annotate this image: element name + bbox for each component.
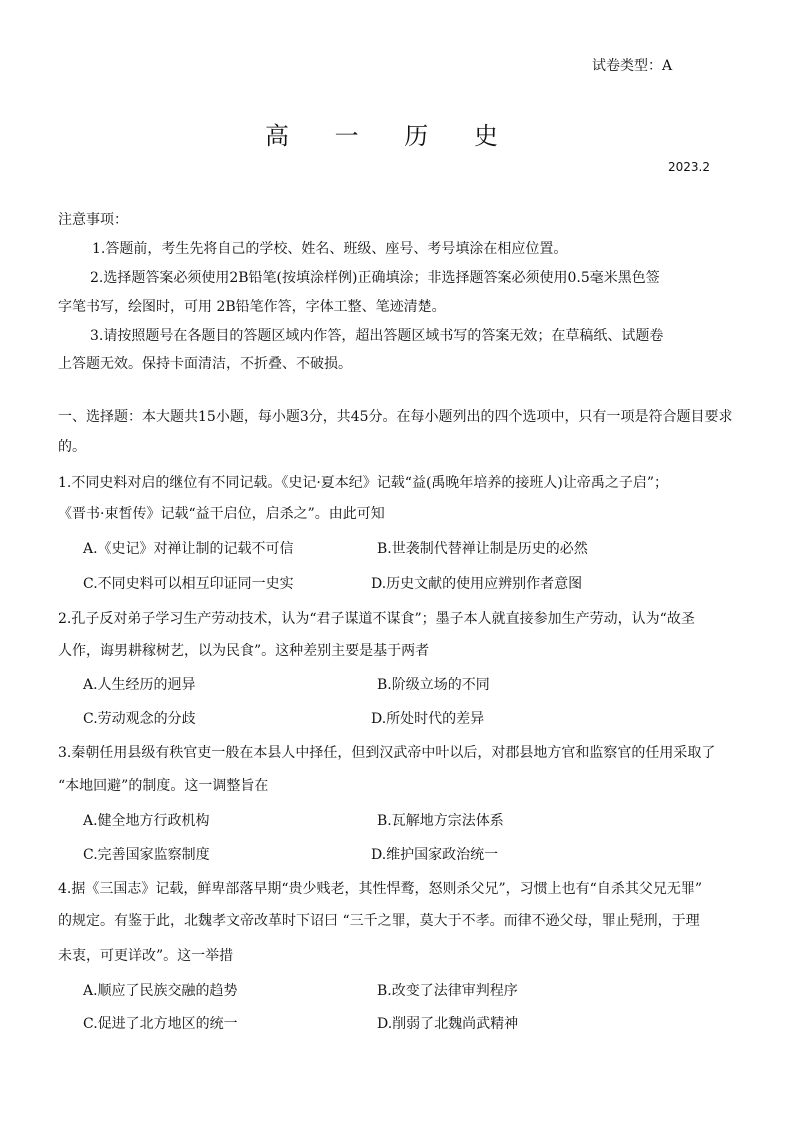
notice-item-2-line-1: 2.选择题答案必须使用2B铅笔(按填涂样例)正确填涂；非选择题答案必须使用0.5毫米黑色签 — [90, 270, 660, 286]
exam-date: 2023.2 — [668, 160, 710, 174]
title-char: 史 — [473, 122, 498, 150]
question-2-stem-line-1: 2.孔子反对弟子学习生产劳动技术，认为“君子谋道不谋食”；墨子本人就直接参加生产劳动，认为“故圣 — [58, 611, 695, 627]
question-4-option-d: D.削弱了北魏尚武精神 — [377, 1016, 519, 1032]
title-char: 高 — [265, 122, 289, 150]
question-2-stem-line-2: 人作，诲男耕稼树艺，以为民食”。这种差别主要是基于两者 — [58, 643, 430, 659]
exam-type-label: 试卷类型：A — [592, 58, 673, 74]
notice-item-1: 1.答题前，考生先将自己的学校、姓名、班级、座号、考号填涂在相应位置。 — [92, 241, 568, 257]
question-2-option-c: C.劳动观念的分歧 — [83, 711, 196, 727]
question-1-stem-line-2: 《晋书·束皙传》记载“益干启位，启杀之”。由此可知 — [58, 506, 385, 522]
notice-item-3-line-1: 3.请按照题号在各题目的答题区域内作答，超出答题区域书写的答案无效；在草稿纸、试题卷 — [90, 328, 664, 344]
notice-item-3-line-2: 上答题无效。保持卡面清洁，不折叠、不破损。 — [58, 356, 352, 372]
question-3-option-a: A.健全地方行政机构 — [83, 813, 210, 829]
question-3-stem-line-2: “本地回避”的制度。这一调整旨在 — [58, 778, 269, 794]
question-4-option-c: C.促进了北方地区的统一 — [83, 1016, 238, 1032]
question-1-option-a: A.《史记》对禅让制的记载不可信 — [83, 541, 294, 557]
notice-item-2-line-2: 字笔书写，绘图时，可用 2B铅笔作答，字体工整、笔迹清楚。 — [58, 299, 446, 315]
question-2-option-d: D.所处时代的差异 — [371, 711, 485, 727]
question-1-option-c: C.不同史料可以相互印证同一史实 — [83, 576, 294, 592]
section-heading-line-2: 的。 — [58, 439, 86, 455]
question-1-option-b: B.世袭制代替禅让制是历史的必然 — [377, 541, 588, 557]
question-4-stem-line-3: 未衷，可更详改”。这一举措 — [58, 948, 234, 964]
question-1-option-d: D.历史文献的使用应辨别作者意图 — [371, 576, 583, 592]
title-char: 一 — [334, 122, 359, 150]
question-2-option-a: A.人生经历的迥异 — [83, 677, 196, 693]
question-4-stem-line-1: 4.据《三国志》记载，鲜卑部落早期“贵少贱老，其性悍鹜，怒则杀父兄”，习惯上也有“自杀其父兄无罪” — [58, 881, 702, 897]
title-char: 历 — [404, 122, 429, 150]
section-heading-line-1: 一、选择题：本大题共15小题，每小题3分，共45分。在每小题列出的四个选项中，只有一项是符合题目要求 — [58, 409, 733, 425]
question-4-stem-line-2: 的规定。有鉴于此，北魏孝文帝改革时下诏曰 “三千之罪，莫大于不孝。而律不逊父母，罪止髡刑，于理 — [58, 913, 700, 929]
question-3-stem-line-1: 3.秦朝任用县级有秩官吏一般在本县人中择任，但到汉武帝中叶以后，对郡县地方官和监察官的任用采取了 — [58, 745, 716, 761]
question-3-option-b: B.瓦解地方宗法体系 — [377, 813, 504, 829]
question-1-stem-line-1: 1.不同史料对启的继位有不同记载。《史记·夏本纪》记载“益(禹晚年培养的接班人)让帝禹之子启”； — [58, 475, 669, 491]
question-4-option-b: B.改变了法律审判程序 — [377, 983, 518, 999]
question-3-option-c: C.完善国家监察制度 — [83, 847, 210, 863]
question-3-option-d: D.维护国家政治统一 — [371, 847, 499, 863]
page-title — [265, 116, 498, 151]
question-2-option-b: B.阶级立场的不同 — [377, 677, 490, 693]
question-4-option-a: A.顺应了民族交融的趋势 — [83, 983, 238, 999]
notice-heading: 注意事项： — [58, 212, 128, 228]
